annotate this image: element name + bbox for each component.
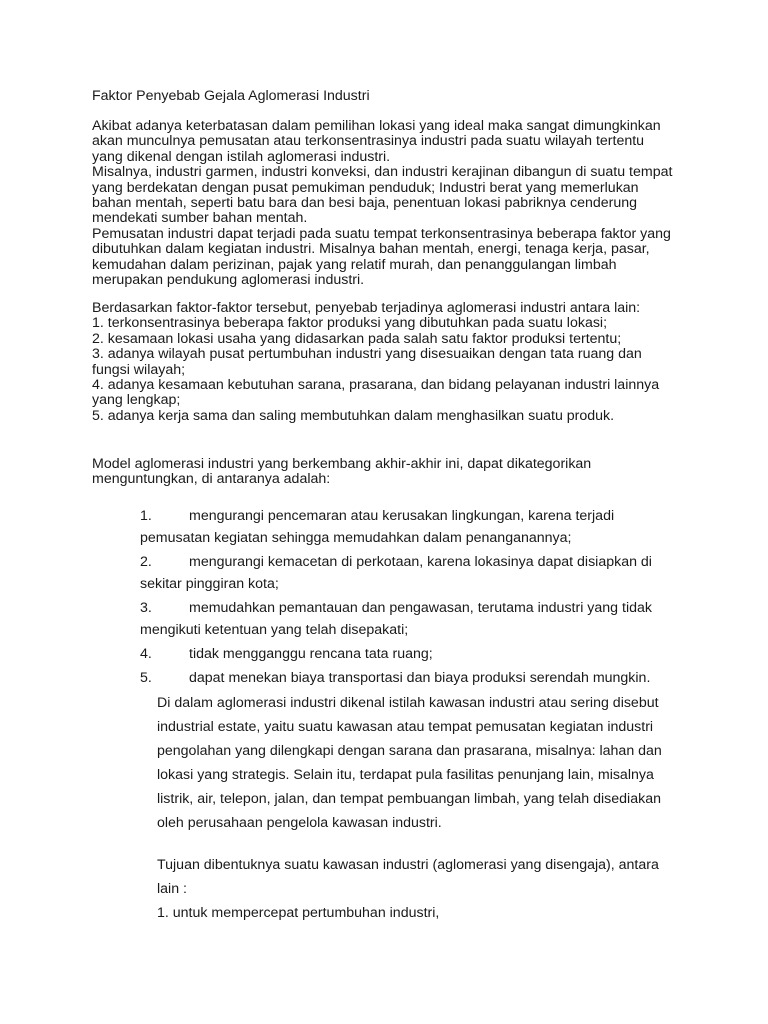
text-line: Model aglomerasi industri yang berkembang akhir-akhir ini, dapat dikategorikan bbox=[92, 456, 592, 472]
item-text: sekitar pinggiran kota; bbox=[140, 576, 279, 592]
text-line: lokasi yang strategis. Selain itu, terdapat pula fasilitas penunjang lain, misalnya bbox=[157, 767, 654, 783]
list-item bbox=[140, 667, 680, 689]
model-paragraph bbox=[92, 457, 692, 488]
text-line: 4. adanya kesamaan kebutuhan sarana, prasarana, dan bidang pelayanan industri lainnya bbox=[92, 377, 660, 394]
intro-paragraph bbox=[92, 119, 692, 288]
text-line: fungsi wilayah; bbox=[92, 361, 186, 378]
text-line: oleh perusahaan pengelola kawasan industri. bbox=[157, 815, 442, 831]
text-line: yang dikenal dengan istilah aglomerasi industri. bbox=[92, 148, 391, 165]
text-line: Akibat adanya keterbatasan dalam pemilihan lokasi yang ideal maka sangat dimungkinkan bbox=[92, 118, 661, 134]
tujuan-paragraph bbox=[157, 853, 677, 925]
text-line: merupakan pendukung aglomerasi industri. bbox=[92, 272, 365, 289]
text-line: yang lengkap; bbox=[92, 392, 181, 409]
text-line: Di dalam aglomerasi industri dikenal istilah kawasan industri atau sering disebut bbox=[157, 695, 659, 711]
item-number: 2. bbox=[140, 554, 152, 570]
item-number: 4. bbox=[140, 646, 152, 662]
text-line: listrik, air, telepon, jalan, dan tempat pembuangan limbah, yang telah disediakan bbox=[157, 791, 661, 807]
title-text: Faktor Penyebab Gejala Aglomerasi Industri bbox=[92, 88, 370, 104]
text-line: Misalnya, industri garmen, industri konveksi, dan industri kerajinan dibangun di suatu tempat bbox=[92, 164, 673, 181]
text-line: menguntungkan, di antaranya adalah: bbox=[92, 471, 331, 488]
item-text: mengurangi pencemaran atau kerusakan lingkungan, karena terjadi bbox=[189, 508, 615, 524]
item-text: mengikuti ketentuan yang telah disepakati; bbox=[140, 622, 409, 638]
text-line: industrial estate, yaitu suatu kawasan atau tempat pemusatan kegiatan industri bbox=[157, 719, 654, 735]
item-number: 1. bbox=[140, 508, 152, 524]
text-line: 1. terkonsentrasinya beberapa faktor produksi yang dibutuhkan pada suatu lokasi; bbox=[92, 315, 608, 332]
text-line: pengolahan yang dilengkapi dengan sarana dan prasarana, misalnya: lahan dan bbox=[157, 743, 662, 759]
text-line: Pemusatan industri dapat terjadi pada suatu tempat terkonsentrasinya beberapa faktor yang bbox=[92, 225, 671, 242]
text-line: 1. untuk mempercepat pertumbuhan industri, bbox=[157, 905, 440, 921]
list-item bbox=[140, 597, 680, 641]
text-line: Tujuan dibentuknya suatu kawasan industri (aglomerasi yang disengaja), antara bbox=[157, 857, 659, 873]
item-number: 3. bbox=[140, 600, 152, 616]
item-text: tidak mengganggu rencana tata ruang; bbox=[189, 646, 433, 662]
text-line: 3. adanya wilayah pusat pertumbuhan industri yang disesuaikan dengan tata ruang dan bbox=[92, 346, 642, 363]
text-line: yang berdekatan dengan pusat pemukiman penduduk; Industri berat yang memerlukan bbox=[92, 179, 639, 196]
text-line: bahan mentah, seperti batu bara dan besi baja, penentuan lokasi pabriknya cenderung bbox=[92, 195, 638, 212]
list-item bbox=[140, 505, 680, 549]
text-line: kemudahan dalam perizinan, pajak yang relatif murah, dan penanggulangan limbah bbox=[92, 256, 617, 273]
text-line: mendekati sumber bahan mentah. bbox=[92, 210, 308, 227]
text-line: Berdasarkan faktor-faktor tersebut, penyebab terjadinya aglomerasi industri antara lain: bbox=[92, 300, 641, 316]
text-line: 5. adanya kerja sama dan saling membutuhkan dalam menghasilkan suatu produk. bbox=[92, 407, 615, 424]
item-text: memudahkan pemantauan dan pengawasan, terutama industri yang tidak bbox=[189, 600, 652, 616]
item-number: 5. bbox=[140, 670, 152, 686]
item-text: mengurangi kemacetan di perkotaan, karena lokasinya dapat disiapkan di bbox=[189, 554, 652, 570]
document-title bbox=[92, 89, 692, 104]
text-line: akan munculnya pemusatan atau terkonsentrasinya industri pada suatu wilayah tertentu bbox=[92, 133, 645, 150]
list-item bbox=[140, 643, 680, 665]
text-line: lain : bbox=[157, 881, 187, 897]
kawasan-paragraph bbox=[157, 691, 677, 835]
text-line: 2. kesamaan lokasi usaha yang didasarkan pada salah satu faktor produksi tertentu; bbox=[92, 330, 622, 347]
faktor-paragraph bbox=[92, 301, 692, 424]
item-text: pemusatan kegiatan sehingga memudahkan dalam penanganannya; bbox=[140, 530, 572, 546]
keuntungan-list bbox=[140, 505, 680, 691]
text-line: dibutuhkan dalam kegiatan industri. Misalnya bahan mentah, energi, tenaga kerja, pasar, bbox=[92, 241, 650, 258]
item-text: dapat menekan biaya transportasi dan biaya produksi serendah mungkin. bbox=[189, 670, 651, 686]
list-item bbox=[140, 551, 680, 595]
